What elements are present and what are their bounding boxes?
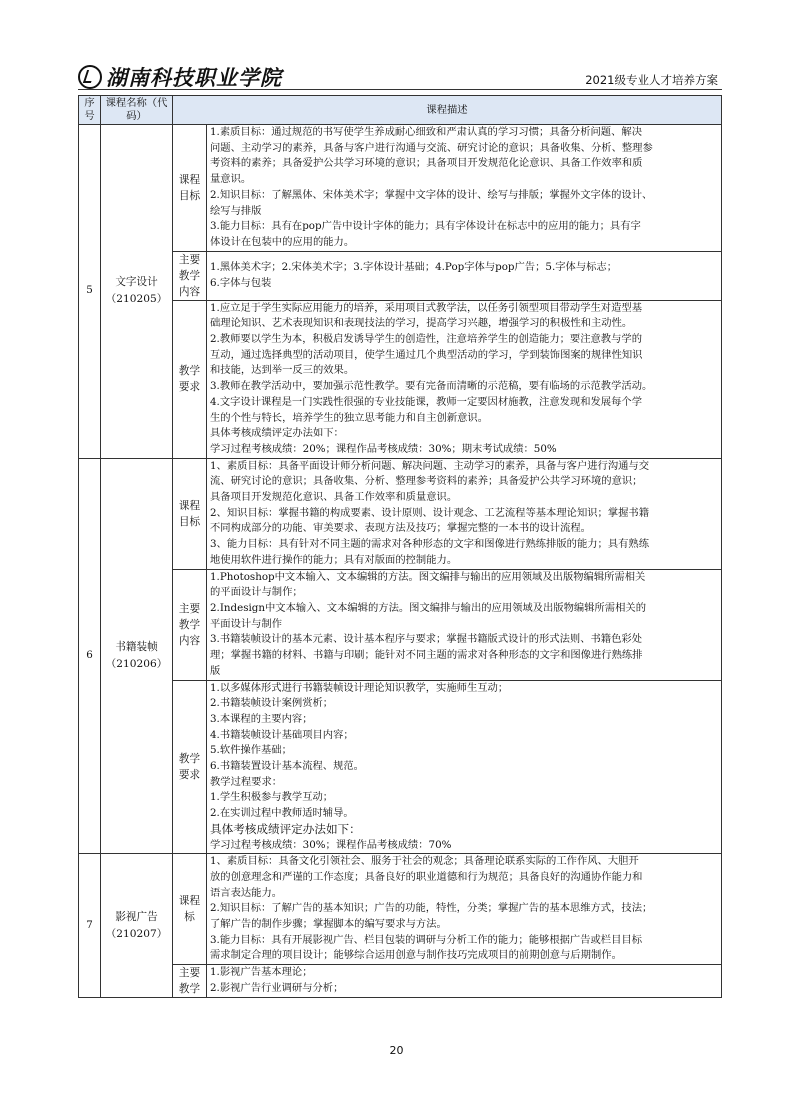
- content-line: 理；掌握书籍的材料、书籍与印刷；能针对不同主题的需求对各种形态的文字和图像进行熟练排: [210, 649, 643, 662]
- section-content: [207, 854, 722, 965]
- section-content: [207, 251, 722, 300]
- section-content: [207, 458, 722, 569]
- content-line: 6.书籍装置设计基本流程、规范。: [210, 760, 364, 773]
- content-line: 学习过程考核成绩：20%；课程作品考核成绩：30%；期末考试成绩：50%: [210, 442, 557, 455]
- document-title: 2021级专业人才培养方案: [585, 73, 718, 87]
- course-code: （210207）: [105, 927, 168, 940]
- course-number: 6: [79, 458, 101, 854]
- table-row: [79, 300, 722, 458]
- course-name-cell: [101, 125, 173, 459]
- table-row: [79, 965, 722, 998]
- content-line: 2.知识目标：了解黑体、宋体美术字；掌握中文字体的设计、绘写与排版；掌握外文字体的设计、: [210, 188, 653, 201]
- section-content: [207, 680, 722, 854]
- content-line: 3、能力目标：具有针对不同主题的需求对各种形态的文字和图像进行熟练排版的能力；具有熟练: [210, 538, 650, 551]
- section-label: 主要 教学 内容: [173, 569, 207, 680]
- content-line: 2.书籍装帧设计案例赏析；: [210, 697, 334, 710]
- course-table: [78, 95, 722, 998]
- content-line: 2.Indesign中文本输入、文本编辑的方法。图文编排与输出的应用领域及出版物编辑所需相关的: [210, 601, 646, 614]
- table-row: [79, 251, 722, 300]
- section-label: 课程 标: [173, 854, 207, 965]
- content-line: 础理论知识、艺术表现知识和表现技法的学习，提高学习兴趣，增强学习的积极性和主动性。: [210, 317, 633, 330]
- content-line: 1.以多媒体形式进行书籍装帧设计理论知识教学，实施师生互动；: [210, 681, 509, 694]
- content-line: 互动，通过选择典型的活动项目，使学生通过几个典型活动的学习，学到装饰图案的规律性知识: [210, 348, 643, 361]
- section-label: 主要 教学: [173, 965, 207, 998]
- table-row: [79, 458, 722, 569]
- content-line: 1.应立足于学生实际应用能力的培养，采用项目式教学法，以任务引领型项目带动学生对造型基: [210, 301, 642, 314]
- table-row: [79, 569, 722, 680]
- content-line: 教学过程要求：: [210, 775, 283, 788]
- page-header: [78, 60, 722, 90]
- content-line: 问题、主动学习的素养，具备与客户进行沟通与交流、研究讨论的意识；具备收集、分析、整理参: [210, 141, 653, 154]
- content-line: 3.能力目标：具有开展影视广告、栏目包装的调研与分析工作的能力；能够根据广告或栏目目标: [210, 933, 642, 946]
- content-line: 考资料的素养；具备爱护公共学习环境的意识；具备项目开发规范化论意识、具备工作效率和质: [210, 157, 643, 170]
- content-line: 放的创意理念和严谨的工作态度；具备良好的职业道德和行为规范；具备良好的沟通协作能力和: [210, 870, 643, 883]
- course-name: 文字设计: [115, 276, 158, 289]
- course-number: 5: [79, 125, 101, 459]
- content-line: 量意识。: [210, 173, 252, 186]
- section-label: 主要 教学 内容: [173, 251, 207, 300]
- content-line: 2.教师要以学生为本，积极启发诱导学生的创造性，注意培养学生的创造能力；要注意教与学的: [210, 333, 642, 346]
- content-line: 4.文字设计课程是一门实践性很强的专业技能课，教师一定要因材施教，注意发现和发展每个学: [210, 395, 642, 408]
- header-course-desc: 课程描述: [173, 96, 722, 125]
- content-line: 2、知识目标：掌握书籍的构成要素、设计原则、设计观念、工艺流程等基本理论知识；掌握书籍: [210, 506, 650, 519]
- content-line: 2.影视广告行业调研与分析；: [210, 982, 344, 995]
- content-line: 需求制定合理的项目设计；能够综合运用创意与制作技巧完成项目的前期创意与后期制作。: [210, 949, 622, 962]
- content-line: 绘写与排版: [210, 204, 262, 217]
- content-line: 体设计在包装中的应用的能力。: [210, 235, 355, 248]
- course-name-cell: [101, 854, 173, 998]
- table-row: [79, 125, 722, 252]
- section-label: 教学 要求: [173, 680, 207, 854]
- content-line: 2.在实训过程中教师适时辅导。: [210, 807, 354, 820]
- content-line: 3.书籍装帧设计的基本元素、设计基本程序与要求；掌握书籍版式设计的形式法则、书籍色彩处: [210, 633, 642, 646]
- course-name-cell: [101, 458, 173, 854]
- course-name: 书籍装帧: [115, 640, 158, 653]
- course-code: （210205）: [105, 293, 168, 306]
- content-line: 1、素质目标：具备文化引领社会、服务于社会的观念；具备理论联系实际的工作作风、大胆开: [210, 855, 639, 868]
- section-content: [207, 569, 722, 680]
- content-line: 1.学生积极参与教学互动；: [210, 791, 334, 804]
- content-line: 5.软件操作基础；: [210, 744, 292, 757]
- content-line: 具体考核成绩评定办法如下：: [210, 821, 361, 836]
- content-line: 具备项目开发规范化意识、具备工作效率和质量意识。: [210, 491, 458, 504]
- content-line: 3.能力目标：具有在pop广告中设计字体的能力；具有字体设计在标志中的应用的能力；具有字: [210, 220, 641, 233]
- content-line: 地使用软件进行操作的能力；具有对版面的控制能力。: [210, 553, 458, 566]
- content-line: 的平面设计与制作；: [210, 586, 303, 599]
- content-line: 学习过程考核成绩：30%；课程作品考核成绩：70%: [210, 838, 452, 851]
- header-divider: [78, 89, 722, 90]
- section-label: 教学 要求: [173, 300, 207, 458]
- course-code: （210206）: [105, 657, 168, 670]
- content-line: 6.字体与包装: [210, 276, 272, 289]
- content-line: 生的个性与特长，培养学生的独立思考能力和自主创新意识。: [210, 411, 489, 424]
- table-row: [79, 680, 722, 854]
- course-number: 7: [79, 854, 101, 998]
- course-name: 影视广告: [115, 910, 158, 923]
- section-content: [207, 965, 722, 998]
- logo-text: 湖南科技职业学院: [106, 65, 282, 90]
- content-line: 1.素质目标：通过规范的书写使学生养成耐心细致和严肃认真的学习习惯；具备分析问题、解决: [210, 126, 642, 138]
- table-body: [79, 125, 722, 998]
- content-line: 1.影视广告基本理论；: [210, 966, 313, 979]
- content-line: 和技能，达到举一反三的效果。: [210, 364, 355, 377]
- content-line: 3.本课程的主要内容；: [210, 712, 313, 725]
- logo-emblem-icon: [78, 65, 102, 89]
- section-content: [207, 125, 722, 252]
- content-line: 流、研究讨论的意识；具备收集、分析、整理参考资料的素养；具备爱护公共学习环境的意识；: [210, 475, 643, 488]
- content-line: 4.书籍装帧设计基础项目内容；: [210, 728, 354, 741]
- page-number: 20: [389, 1044, 404, 1057]
- content-line: 1.黑体美术字；2.宋体美术字；3.字体设计基础；4.Pop字体与pop广告；5.字体与标志；: [210, 260, 618, 273]
- header-course-name: 课程名称（代码）: [101, 96, 173, 125]
- table-header-row: [79, 96, 722, 125]
- content-line: 1.Photoshop中文本输入、文本编辑的方法。图文编排与输出的应用领域及出版物编辑所需相关: [210, 570, 646, 583]
- content-line: 具体考核成绩评定办法如下：: [210, 427, 344, 440]
- content-line: 版: [210, 664, 221, 677]
- header-seq: 序号: [79, 96, 101, 125]
- table-row: [79, 854, 722, 965]
- content-line: 3.教师在教学活动中，要加强示范性教学。要有完备而清晰的示范稿，要有临场的示范教学活动。: [210, 380, 653, 393]
- section-label: 课程 目标: [173, 125, 207, 252]
- section-label: 课程 目标: [173, 458, 207, 569]
- content-line: 1、素质目标：具备平面设计师分析问题、解决问题、主动学习的素养，具备与客户进行沟通与交: [210, 459, 650, 472]
- school-logo: [78, 62, 282, 92]
- content-line: 平面设计与制作: [210, 617, 283, 630]
- content-line: 不同构成部分的功能、审美要求、表现方法及技巧；掌握完整的一本书的设计流程。: [210, 522, 591, 535]
- content-line: 语言表达能力。: [210, 886, 283, 899]
- section-content: [207, 300, 722, 458]
- content-line: 2.知识目标：了解广告的基本知识；广告的功能，特性，分类；掌握广告的基本思维方式，技法；: [210, 902, 653, 915]
- content-line: 了解广告的制作步骤；掌握脚本的编写要求与方法。: [210, 918, 447, 931]
